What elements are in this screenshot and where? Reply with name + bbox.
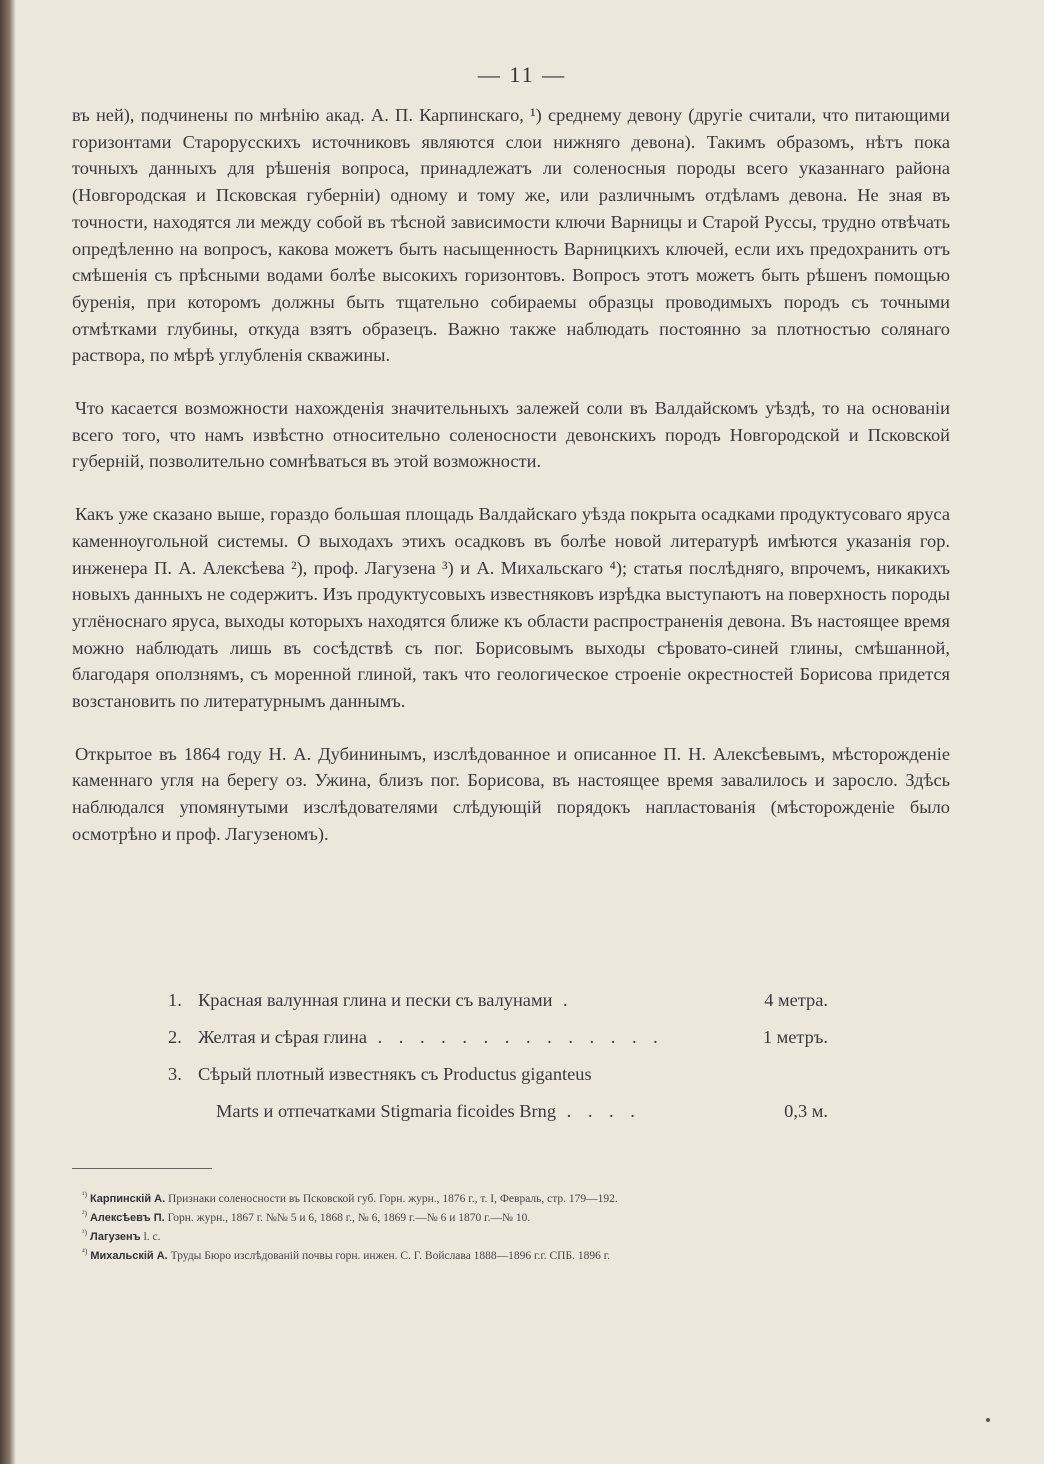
stratum-thickness: 0,3 м. bbox=[784, 1101, 828, 1121]
stratum-thickness: 1 метръ. bbox=[762, 1027, 828, 1047]
page-spine-shadow bbox=[0, 0, 16, 1464]
stratum-leader-dots: . . . . . . . . . . . . . . bbox=[367, 1027, 664, 1047]
footnote-mark: ¹) bbox=[82, 1190, 88, 1200]
page-number: — 11 — bbox=[477, 62, 567, 87]
footnote-mark: ³) bbox=[82, 1228, 88, 1238]
paragraph-4: Открытое въ 1864 году Н. А. Дубининымъ, изслѣдованное и описанное П. Н. Алексѣевымъ, мѣсторожденіе каменнаго угля на берегу оз. Ужина, близъ пог. Борисова, въ настоящее время завалилось и заросло. Здѣсь наблюдался упомянутыми изслѣдователями слѣдующій порядокъ напластованія (мѣсторожденіе было осмотрѣно и проф. Лагузеномъ). bbox=[72, 743, 950, 844]
stratum-row bbox=[168, 990, 828, 1027]
body-text bbox=[72, 102, 950, 874]
stratum-description bbox=[198, 990, 732, 1011]
footnote-text: Труды Бюро изслѣдованій почвы горн. инжен. С. Г. Войслава 1888—1896 г.г. СПБ. 1896 г. bbox=[170, 1250, 611, 1262]
paper-speck bbox=[986, 1418, 990, 1422]
footnote-4 bbox=[82, 1247, 902, 1266]
stratum-text: Сѣрый плотный известнякъ съ Productus giganteus bbox=[198, 1064, 592, 1084]
paragraph-2: Что касается возможности нахожденія значительныхъ залежей соли въ Валдайскомъ уѣздѣ, то на основаніи всего того, что намъ извѣстно относительно соленосности девонскихъ породъ Новгородской и Псковской губерній, позволительно сомнѣваться въ этой возможности. bbox=[72, 398, 950, 472]
paragraph-3: Какъ уже сказано выше, гораздо большая площадь Валдайскаго уѣзда покрыта осадками продуктусоваго яруса каменноугольной системы. О выходахъ этихъ осадковъ въ болѣе новой литературѣ имѣются указанія гор. инженера П. А. Алексѣева ²), проф. Лагузена ³) и А. Михальскаго ⁴); статья послѣдняго, впрочемъ, никакихъ новыхъ данныхъ не содержитъ. Изъ продуктусовыхъ известняковъ изрѣдка выступаютъ на поверхность породы углёноснаго яруса, выходы которыхъ находятся ближе къ области распространенія девона. Въ настоящее время можно наблюдать лишь въ сосѣдствѣ съ пог. Борисовымъ выходы сѣровато-синей глины, смѣшанной, благодаря оползнямъ, съ моренной глиной, такъ что геологическое строеніе окрестностей Борисова придется возстановить по литературнымъ даннымъ. bbox=[72, 504, 950, 712]
stratum-number: 2. bbox=[168, 1027, 182, 1047]
footnote-text: Признаки соленосности въ Псковской губ. Горн. журн., 1876 г., т. I, Февраль, стр. 179—192. bbox=[168, 1193, 618, 1205]
footnote-author: Лагузенъ bbox=[89, 1231, 141, 1243]
stratum-text: Желтая и сѣрая глина bbox=[198, 1027, 367, 1047]
stratum-thickness: 4 метра. bbox=[764, 990, 828, 1010]
footnote-text: Горн. журн., 1867 г. №№ 5 и 6, 1868 г., № 6, 1869 г.—№ 6 и 1870 г.—№ 10. bbox=[167, 1212, 531, 1224]
footnote-2 bbox=[82, 1209, 902, 1228]
footnote-text: l. c. bbox=[143, 1231, 161, 1243]
stratum-row-continuation bbox=[168, 1101, 828, 1138]
footnotes bbox=[82, 1190, 902, 1266]
stratum-leader-dots: . bbox=[552, 990, 574, 1010]
footnote-author: Алексѣевъ П. bbox=[89, 1212, 165, 1224]
stratum-row bbox=[168, 1064, 828, 1101]
stratum-description bbox=[198, 1027, 732, 1048]
footnote-3 bbox=[82, 1228, 902, 1247]
footnote-mark: ²) bbox=[82, 1209, 88, 1219]
stratum-text: Marts и отпечатками Stigmaria ficoides Brng bbox=[216, 1101, 557, 1121]
stratum-number: 1. bbox=[168, 990, 182, 1010]
footnote-author: Карпинскій А. bbox=[89, 1193, 166, 1205]
footnote-1 bbox=[82, 1190, 902, 1209]
stratum-row bbox=[168, 1027, 828, 1064]
footnote-author: Михальскій А. bbox=[90, 1250, 168, 1262]
stratum-leader-dots: . . . . bbox=[556, 1101, 641, 1121]
stratum-description bbox=[216, 1101, 732, 1122]
strata-list bbox=[168, 990, 828, 1138]
stratum-description bbox=[198, 1064, 732, 1085]
footnote-mark: ⁴) bbox=[82, 1247, 88, 1257]
stratum-number: 3. bbox=[168, 1064, 182, 1084]
footnote-divider bbox=[72, 1168, 212, 1169]
paragraph-1: въ ней), подчинены по мнѣнію акад. А. П. Карпинскаго, ¹) среднему девону (другіе считали, что питающими горизонтами Старорусскихъ источниковъ являются слои нижняго девона). Такимъ образомъ, нѣтъ пока точныхъ данныхъ для рѣшенія вопроса, принадлежатъ ли соленосныя породы всего указаннаго района (Новгородская и Псковская губерніи) одному и тому же, или различнымъ отдѣламъ девона. Не зная въ точности, находятся ли между собой въ тѣсной зависимости ключи Варницы и Старой Руссы, трудно отвѣчать опредѣленно на вопросъ, какова можетъ быть насыщенность Варницкихъ ключей, если ихъ предохранить отъ смѣшенія съ прѣсными водами болѣе высокихъ горизонтовъ. Вопросъ этотъ можетъ быть рѣшенъ помощью буренія, при которомъ должны быть тщательно собираемы образцы проводимыхъ породъ съ точными отмѣтками глубины, откуда взятъ образецъ. Важно также наблюдать постоянно за плотностью солянаго раствора, по мѣрѣ углубленія скважины. bbox=[72, 105, 950, 366]
stratum-text: Красная валунная глина и пески съ валунами bbox=[198, 990, 553, 1010]
